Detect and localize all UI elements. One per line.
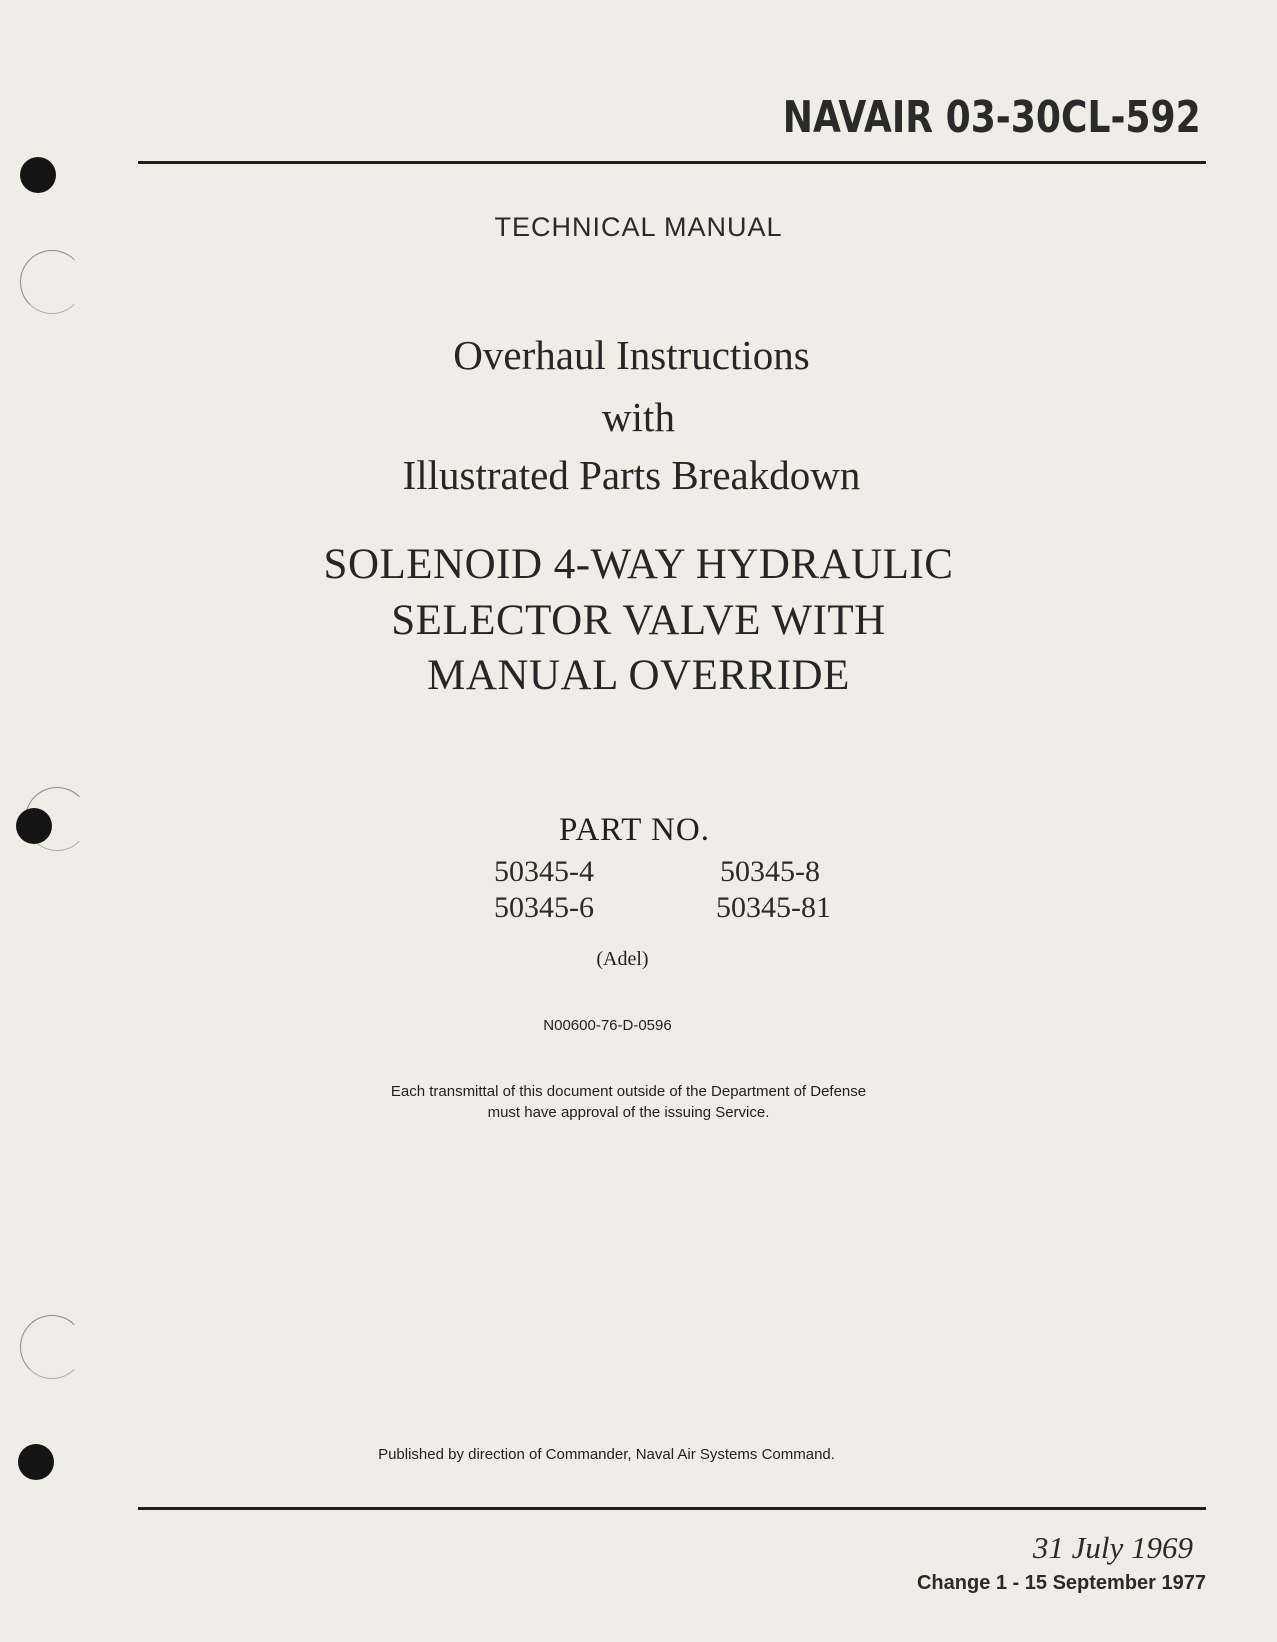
binder-ring-1 <box>20 250 84 314</box>
part-number: 50345-4 <box>494 855 594 888</box>
title-line-1: Overhaul Instructions <box>453 332 810 378</box>
footer-rule <box>138 1507 1206 1510</box>
binder-ring-3 <box>20 1315 84 1379</box>
change-notice: Change 1 - 15 September 1977 <box>916 1572 1206 1594</box>
part-number: 50345-81 <box>716 891 831 924</box>
document-number: NAVAIR 03-30CL-592 <box>783 92 1201 143</box>
distribution-notice-line-2: must have approval of the issuing Service. <box>487 1104 770 1121</box>
part-number-label: PART NO. <box>559 812 710 848</box>
issue-date: 31 July 1969 <box>1032 1530 1193 1565</box>
manual-type: TECHNICAL MANUAL <box>494 212 783 242</box>
part-number: 50345-8 <box>720 855 820 888</box>
subject-line-1: SOLENOID 4-WAY HYDRAULIC <box>323 541 954 588</box>
title-line-2: with <box>602 394 675 440</box>
subject-line-3: MANUAL OVERRIDE <box>427 652 850 699</box>
subject-line-2: SELECTOR VALVE WITH <box>391 597 886 644</box>
header-rule <box>138 161 1206 164</box>
distribution-notice-line-1: Each transmittal of this document outside of the Department of Defense <box>390 1083 867 1100</box>
contract-number: N00600-76-D-0596 <box>543 1017 672 1034</box>
part-number: 50345-6 <box>494 891 594 924</box>
title-line-3: Illustrated Parts Breakdown <box>402 452 861 498</box>
binder-hole-1 <box>20 157 56 193</box>
manufacturer: (Adel) <box>596 948 649 970</box>
published-by: Published by direction of Commander, Naval Air Systems Command. <box>378 1446 835 1463</box>
